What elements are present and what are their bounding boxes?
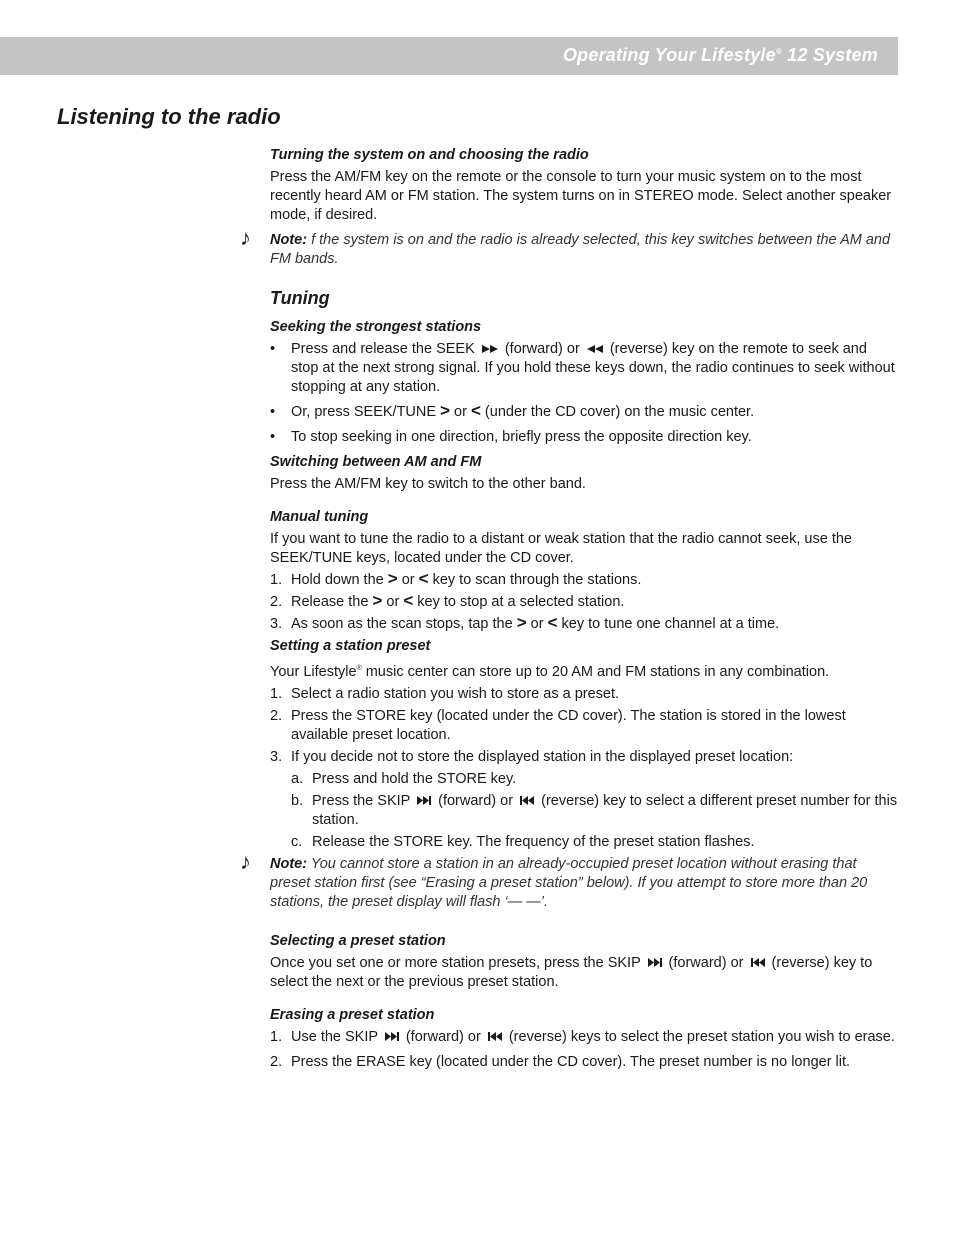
list-item <box>270 615 898 634</box>
list-item <box>270 403 898 422</box>
select-text: (forward) or <box>664 954 748 971</box>
seek-text: (reverse) key on the remote to seek and stop at the next strong signal. If you hold these keys down, the radio continues to seek without stopping at any station. <box>291 341 895 395</box>
chevron-left-icon: < <box>418 569 429 588</box>
substep-text: Press and hold the STORE key. <box>312 770 517 787</box>
list-item <box>291 770 898 789</box>
switching-text: Press the AM/FM key to switch to the other band. <box>270 476 586 492</box>
skip-reverse-icon <box>519 795 535 806</box>
preset-text-b: music center can store up to 20 AM and FM stations in any combination. <box>361 663 830 680</box>
preset-text-a: Your Lifestyle <box>270 663 357 680</box>
header-title-text: Operating Your Lifestyle <box>562 45 776 65</box>
step-text: Select a radio station you wish to store as a preset. <box>291 685 620 702</box>
list-item <box>270 748 898 852</box>
skip-forward-icon <box>384 1031 400 1042</box>
list-item <box>270 685 898 704</box>
chevron-right-icon: > <box>387 569 398 588</box>
substep-letter: c. <box>291 833 303 850</box>
registered-mark: ® <box>775 47 782 56</box>
seek-text: Or, press SEEK/TUNE <box>291 404 441 420</box>
step-number: 2. <box>270 594 283 610</box>
page-title: Listening to the radio <box>57 104 281 129</box>
preset-text <box>270 659 898 682</box>
content <box>240 146 898 1075</box>
substep-text: (forward) or <box>434 792 518 809</box>
note-text: f the system is on and the radio is already selected, this key switches between the AM and FM bands. <box>270 232 891 267</box>
skip-forward-icon <box>416 795 432 806</box>
note-label: Note: <box>270 855 308 872</box>
substep-letter: a. <box>291 770 304 787</box>
preset-steps <box>270 685 898 852</box>
step-number: 2. <box>270 1053 283 1070</box>
erase-steps <box>270 1028 898 1072</box>
heading-manual: Manual tuning <box>270 509 369 525</box>
step-text: (forward) or <box>401 1028 485 1045</box>
step-number: 1. <box>270 1028 283 1045</box>
step-text: Hold down the <box>291 572 388 588</box>
step-text: or <box>397 572 419 588</box>
list-item <box>270 340 898 397</box>
heading-tuning: Tuning <box>270 288 330 308</box>
seek-text: Press and release the SEEK <box>291 341 479 357</box>
header-bar <box>0 37 898 75</box>
header-title <box>563 45 878 66</box>
step-number: 3. <box>270 748 283 765</box>
substep-text: Release the STORE key. The frequency of the preset station flashes. <box>312 833 755 850</box>
turning-on-text: Press the AM/FM key on the remote or the console to turn your music system on to the most recently heard AM or FM station. The system turns on in STEREO mode. Select another speaker mode, if desired. <box>270 169 892 223</box>
chevron-left-icon: < <box>547 613 558 632</box>
manual-text: If you want to tune the radio to a distant or weak station that the radio cannot seek, use the SEEK/TUNE keys, located under the CD cover. <box>270 531 852 566</box>
list-item <box>270 593 898 612</box>
heading-switching: Switching between AM and FM <box>270 454 482 470</box>
heading-selecting-preset: Selecting a preset station <box>270 932 446 949</box>
step-text: key to stop at a selected station. <box>413 594 625 610</box>
substep-text: (reverse) key to select a different preset number for this station. <box>312 792 898 828</box>
seek-text: (under the CD cover) on the music center. <box>480 404 755 420</box>
seek-list <box>270 340 898 447</box>
heading-seeking: Seeking the strongest stations <box>270 319 482 335</box>
list-item <box>270 571 898 590</box>
manual-steps <box>270 571 898 634</box>
list-item <box>270 428 898 447</box>
selecting-text <box>270 954 898 992</box>
note-label: Note: <box>270 232 308 248</box>
seek-text: or <box>450 404 471 420</box>
skip-reverse-icon <box>487 1031 503 1042</box>
step-number: 3. <box>270 616 283 632</box>
chevron-right-icon: > <box>372 591 383 610</box>
registered-mark: ® <box>356 665 362 672</box>
note-icon: ♪ <box>240 848 251 874</box>
header-title-suffix: 12 System <box>781 45 878 65</box>
list-item <box>291 792 898 830</box>
step-number: 1. <box>270 572 283 588</box>
list-item <box>270 707 898 745</box>
heading-erasing-preset: Erasing a preset station <box>270 1006 435 1023</box>
chevron-left-icon: < <box>403 591 414 610</box>
step-text: As soon as the scan stops, tap the <box>291 616 517 632</box>
chevron-right-icon: > <box>516 613 527 632</box>
step-text: key to scan through the stations. <box>428 572 642 588</box>
step-text: Use the SKIP <box>291 1028 382 1045</box>
substep-text: Press the SKIP <box>312 792 415 809</box>
step-number: 1. <box>270 685 283 702</box>
step-number: 2. <box>270 707 283 724</box>
seek-reverse-icon <box>586 344 604 354</box>
step-text: Press the STORE key (located under the CD cover). The station is stored in the lowest available preset location. <box>291 707 846 743</box>
step-text: (reverse) keys to select the preset station you wish to erase. <box>504 1028 895 1045</box>
heading-setting-preset: Setting a station preset <box>270 638 431 654</box>
step-text: or <box>382 594 404 610</box>
select-text: Once you set one or more station presets, press the SKIP <box>270 954 645 971</box>
seek-text: To stop seeking in one direction, briefly press the opposite direction key. <box>291 429 752 445</box>
step-text: key to tune one channel at a time. <box>557 616 780 632</box>
note-am-fm <box>240 225 898 269</box>
note-preset <box>240 848 898 912</box>
preset-substeps <box>291 770 898 852</box>
note-icon: ♪ <box>240 225 251 250</box>
skip-reverse-icon <box>750 957 766 968</box>
substep-letter: b. <box>291 792 304 809</box>
skip-forward-icon <box>647 957 663 968</box>
seek-text: (forward) or <box>500 341 584 357</box>
chevron-left-icon: < <box>470 401 481 420</box>
seek-forward-icon <box>481 344 499 354</box>
heading-turning-on: Turning the system on and choosing the radio <box>270 147 589 163</box>
list-item <box>270 1028 898 1047</box>
chevron-right-icon: > <box>440 401 451 420</box>
step-text: Press the ERASE key (located under the CD cover). The preset number is no longer lit. <box>291 1053 851 1070</box>
list-item <box>291 833 898 852</box>
select-text: (reverse) key to select the next or the previous preset station. <box>270 954 873 990</box>
step-text: Release the <box>291 594 373 610</box>
step-text: If you decide not to store the displayed station in the displayed preset location: <box>291 748 794 765</box>
list-item <box>270 1053 898 1072</box>
step-text: or <box>526 616 548 632</box>
note-text: You cannot store a station in an already-occupied preset location without erasing that preset station first (see “Erasing a preset station” below). If you attempt to store more than 20 stations, the preset display will flash ‘— —’. <box>270 855 868 910</box>
